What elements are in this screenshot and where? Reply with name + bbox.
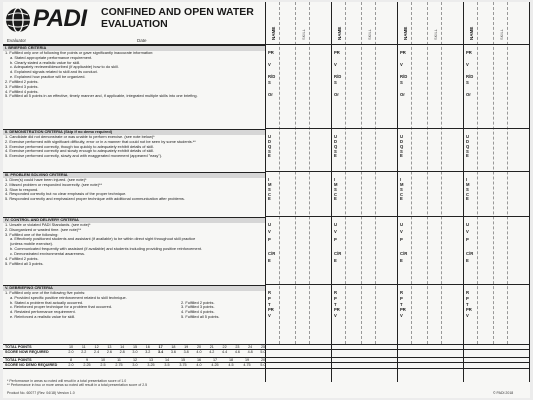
score-cell: 5.0: [260, 350, 266, 354]
score-code: V: [466, 62, 469, 68]
subcolumn-line: [477, 2, 478, 344]
score-code: S: [400, 186, 403, 192]
score-code: V: [400, 313, 403, 319]
criterion-row: 3. Exercise performed correctly, though too quickly to adequately exhibit details of skill.: [5, 144, 155, 149]
score-code: C/R: [334, 251, 342, 257]
score-cell: 4.0: [196, 363, 202, 367]
score-cell: 2.2: [81, 350, 87, 354]
score-cell: 2.25: [83, 363, 91, 367]
criterion-row: 1. Fulfilled only one of following five points or gave significantly inaccurate information:: [5, 50, 154, 55]
score-cell: 25: [260, 345, 266, 349]
score-code: S: [268, 148, 271, 154]
score-cell: 20: [260, 358, 266, 362]
criterion-row: b. Clearly stated a realistic value for skill.: [10, 60, 81, 65]
score-code: V: [400, 62, 403, 68]
score-cell: 2.0: [68, 350, 74, 354]
score-row: [3, 349, 530, 355]
student-column: [265, 2, 266, 382]
criterion-row: 1. Unsafe or violated PADI Standards. (see note)*: [5, 222, 91, 227]
criterion-row: 5. Exercise performed correctly, slowly and with exaggerated movement (appeared "easy").: [5, 154, 163, 159]
criterion-row: 1. Diver(s) could have been injured. (see note)*: [5, 177, 87, 182]
section-title: V. DEBRIEFING CRITERIA: [3, 286, 265, 291]
score-cell: 10: [68, 345, 74, 349]
score-code: C: [334, 191, 338, 197]
score-code: D: [400, 138, 404, 144]
criteria-list: [3, 44, 265, 383]
score-code: Or: [400, 92, 405, 98]
score-code: E: [400, 153, 403, 159]
score-code: PR: [268, 50, 274, 55]
score-code: Or: [334, 92, 339, 98]
criterion-row: 4. Exercise performed correctly and slowly enough to adequately exhibit details of skill.: [5, 149, 155, 154]
criterion-row: d. Restated performance requirement. 4. Fulfilled 4 points.: [10, 310, 215, 315]
skill-header: SKILL: [433, 29, 438, 40]
score-code: Or: [466, 92, 471, 98]
criterion-row: e. Explained how practice will be organized.: [10, 75, 86, 80]
score-code: S: [334, 148, 337, 154]
score-code: E: [466, 258, 469, 264]
score-code: S: [268, 186, 271, 192]
criterion-row: b. Stated a problem that actually occurred. 2. Fulfilled 2 points.: [10, 300, 215, 305]
skill-header: SKILL: [367, 29, 372, 40]
score-row-label: TOTAL POINTS: [5, 345, 32, 349]
score-cell: 8: [69, 358, 73, 362]
criterion-row: 4. Responded correctly but no clear emphasis of the proper technique.: [5, 192, 127, 197]
criterion-row: 3. Fulfilled 3 points.: [5, 84, 39, 89]
criterion-row: 3. Slow to respond.: [5, 187, 39, 192]
score-code: P: [400, 295, 403, 301]
criterion-row: 1. Fulfilled only one of the following five points:: [5, 290, 86, 295]
score-code: I: [334, 177, 336, 182]
score-code: R: [268, 290, 272, 295]
criterion-row: a. Effectively positioned students and assistant (if available) to be within direct sight throughout skill practice: [10, 237, 196, 242]
score-code: S: [466, 148, 469, 154]
score-code: V: [334, 229, 337, 235]
score-code: I: [268, 177, 270, 182]
score-code: C: [400, 191, 404, 197]
score-code: E: [400, 196, 403, 202]
score-cell: 3.2: [145, 350, 151, 354]
subcolumn-line: [361, 2, 362, 344]
score-code: Q: [466, 143, 470, 149]
score-code: E: [400, 258, 403, 264]
student-column: [463, 2, 464, 382]
subcolumn-line: [375, 2, 376, 344]
score-cell: 19: [184, 345, 189, 349]
score-code: I: [466, 177, 468, 182]
score-cell: 3.5: [164, 363, 170, 367]
score-code: V: [334, 62, 337, 68]
score-code: D: [334, 138, 338, 144]
score-cell: 11: [117, 358, 121, 362]
score-code: V: [466, 229, 469, 235]
score-code: PR: [466, 50, 472, 55]
score-code: P: [268, 236, 271, 242]
right-border: [529, 2, 530, 382]
evaluator-label: Evaluator: [7, 38, 27, 43]
score-cell: 12: [94, 345, 99, 349]
criterion-row: a. Stated appropriate performance requirement.: [10, 55, 93, 60]
score-code: Q: [400, 143, 404, 149]
score-code: E: [334, 196, 337, 202]
score-cell: 4.25: [211, 363, 219, 367]
score-code: PR: [334, 50, 340, 55]
score-code: PR: [400, 50, 406, 55]
grid-divider: [265, 284, 530, 285]
score-cell: 3.0: [132, 350, 138, 354]
section-i: [3, 45, 265, 99]
score-code: V: [466, 313, 469, 319]
score-row-label: SCORE NO DEMO REQUIRED: [5, 363, 58, 367]
score-code: P: [466, 236, 469, 242]
grid-divider: [265, 128, 530, 129]
score-code: C/R: [268, 251, 276, 257]
criterion-row: 5. Fulfilled all 3 points.: [5, 261, 44, 266]
score-code: M: [334, 181, 338, 187]
score-cell: 2.6: [106, 350, 112, 354]
criterion-row: 5. Fulfilled all 5 points in an effective, timely manner and, if applicable, integrated multiple skills into one briefing.: [5, 94, 198, 99]
subcolumn-line: [295, 2, 296, 344]
subcolumn-line: [493, 2, 494, 344]
score-code: T: [400, 301, 403, 307]
score-cell: 4.8: [247, 350, 253, 354]
score-code: R: [466, 290, 470, 295]
brand-name: PADI: [33, 5, 87, 32]
grid-divider: [265, 171, 530, 172]
criterion-row: b. Communicated frequently with assistant (if available) and students including providing positive reinforcement.: [10, 247, 203, 252]
score-code: S: [268, 80, 271, 86]
criterion-row: 2. Exercise performed with significant difficulty, error or in a manner that could not be seen by some students.**: [5, 139, 196, 144]
score-code: U: [268, 134, 272, 139]
score-cell: 4.2: [209, 350, 215, 354]
section-title: I. BRIEFING CRITERIA: [3, 46, 265, 51]
form-title: CONFINED AND OPEN WATER EVALUATION: [101, 6, 254, 30]
grid-divider: [265, 216, 530, 217]
score-cell: 3.8: [183, 350, 189, 354]
score-code: C: [268, 191, 272, 197]
padi-globe-logo-icon: [5, 7, 31, 33]
score-code: C/R: [466, 251, 474, 257]
score-code: T: [268, 301, 271, 307]
score-code: V: [268, 62, 271, 68]
score-code: P: [334, 295, 337, 301]
date-label: Date: [137, 38, 147, 43]
grid-divider: [265, 44, 530, 45]
score-cell: 3.75: [179, 363, 187, 367]
criterion-row: c. Adequately reviewed/described (if applicable) how to do skill.: [10, 65, 119, 70]
score-cell: 12: [132, 358, 138, 362]
score-code: S: [400, 148, 403, 154]
score-code: S: [334, 186, 337, 192]
score-cell: 3.25: [147, 363, 155, 367]
criterion-row: 2. Fulfilled 2 points.: [5, 79, 39, 84]
score-code: V: [268, 313, 271, 319]
score-code: P: [466, 295, 469, 301]
score-code: R/D: [268, 74, 276, 80]
subcolumn-line: [345, 2, 346, 344]
score-code: C/R: [400, 251, 408, 257]
section-title: II. DEMONSTRATION CRITERIA (Skip if no demo required): [3, 130, 265, 135]
evaluation-sheet: [3, 2, 530, 398]
score-code: E: [466, 153, 469, 159]
subcolumn-line: [427, 2, 428, 344]
score-cell: 18: [171, 345, 176, 349]
score-code: E: [334, 153, 337, 159]
score-code: P: [400, 236, 403, 242]
score-code: PR: [268, 307, 274, 313]
name-header: NAME: [403, 26, 408, 40]
name-header: NAME: [337, 26, 342, 40]
footnote-2: ** Performance in two or more areas so noted will result in a total presentation score of 2.5: [7, 383, 148, 387]
section-ii: [3, 129, 265, 159]
score-code: E: [334, 258, 337, 264]
score-code: D: [466, 138, 470, 144]
score-cell: 14: [164, 358, 170, 362]
criterion-row: d. Explained signals related to skill and its conduct.: [10, 70, 98, 75]
score-code: U: [466, 134, 470, 139]
score-code: I: [400, 177, 402, 182]
table-bottom-line: [3, 368, 530, 369]
score-cell: 2.75: [115, 363, 123, 367]
skill-header: SKILL: [301, 29, 306, 40]
criterion-row: e. Reinforced a realistic value for skill. 5. Fulfilled all 5 points.: [10, 315, 220, 320]
skill-header: SKILL: [499, 29, 504, 40]
score-cell: 13: [107, 345, 112, 349]
score-code: R/D: [400, 74, 408, 80]
score-cell: 4.6: [234, 350, 240, 354]
subcolumn-line: [411, 2, 412, 344]
score-code: Q: [268, 143, 272, 149]
score-code: U: [268, 222, 272, 227]
score-code: R/D: [334, 74, 342, 80]
subcolumn-line: [441, 2, 442, 344]
criterion-row: 2. Disorganized or wasted time. (see note)**: [5, 227, 82, 232]
score-code: E: [268, 153, 271, 159]
score-cell: 2.5: [100, 363, 106, 367]
score-code: U: [400, 134, 404, 139]
score-code: S: [400, 80, 403, 86]
score-cell: 3.0: [132, 363, 138, 367]
criterion-row: a. Provided specific positive reinforcement related to skill technique.: [10, 295, 127, 300]
score-cell: 2.8: [119, 350, 125, 354]
score-code: PR: [400, 307, 406, 313]
subcolumn-line: [507, 2, 508, 344]
criterion-row: c. Demonstrated environmental awareness.: [10, 251, 86, 256]
score-cell: 18: [228, 358, 234, 362]
score-row-label: SCORE NOW REQUIRED: [5, 350, 49, 354]
section-v: [3, 285, 265, 320]
score-cell: 20: [196, 345, 202, 349]
score-code: T: [334, 301, 337, 307]
score-code: D: [268, 138, 272, 144]
section-iv: [3, 217, 265, 266]
criterion-row: 4. Fulfilled 2 points.: [5, 256, 39, 261]
score-cell: 4.0: [196, 350, 202, 354]
name-header: NAME: [469, 26, 474, 40]
score-code: V: [334, 313, 337, 319]
score-cell: 3.4: [158, 350, 164, 354]
score-code: PR: [334, 307, 340, 313]
score-code: M: [400, 181, 404, 187]
score-row-label: TOTAL POINTS: [5, 358, 32, 362]
score-cell: 14: [120, 345, 125, 349]
score-code: S: [334, 80, 337, 86]
score-code: R: [400, 290, 404, 295]
score-code: M: [268, 181, 272, 187]
footnote-1: * Performance in areas so noted will result in a total presentation score of 1.0: [7, 379, 127, 383]
subcolumn-line: [309, 2, 310, 344]
score-code: S: [466, 186, 469, 192]
subcolumn-line: [279, 2, 280, 344]
score-cell: 19: [244, 358, 250, 362]
criterion-row: (unless mobile exercise).: [10, 242, 54, 247]
score-code: U: [466, 222, 470, 227]
product-number: Product No. 60077 (Rev. 04/18) Version 1.0: [7, 391, 75, 395]
copyright: © PADI 2018: [493, 391, 514, 395]
student-column: [397, 2, 398, 382]
score-cell: 17: [212, 358, 218, 362]
score-cell: 9: [85, 358, 89, 362]
score-cell: 5.0: [260, 363, 266, 367]
score-cell: 17: [158, 345, 163, 349]
score-cell: 16: [196, 358, 202, 362]
score-code: Or: [268, 92, 273, 98]
score-code: E: [268, 258, 271, 264]
score-code: PR: [466, 307, 472, 313]
score-code: E: [268, 196, 271, 202]
score-code: T: [466, 301, 469, 307]
score-cell: 2.0: [68, 363, 74, 367]
score-code: Q: [334, 143, 338, 149]
score-code: P: [268, 295, 271, 301]
score-code: R: [334, 290, 338, 295]
name-header: NAME: [271, 26, 276, 40]
criterion-row: 5. Responded correctly and emphasized proper technique with additional communication after problems.: [5, 197, 185, 202]
score-cell: 2.4: [94, 350, 100, 354]
criterion-row: 4. Fulfilled 4 points.: [5, 89, 39, 94]
score-cell: 3.6: [170, 350, 176, 354]
score-code: U: [334, 222, 338, 227]
score-code: P: [334, 236, 337, 242]
score-cell: 23: [235, 345, 240, 349]
section-title: IV. CONTROL AND DELIVERY CRITERIA: [3, 218, 265, 223]
score-code: U: [400, 222, 404, 227]
header: [3, 2, 265, 40]
criterion-row: c. Reinforced proper technique for a problem that occurred. 3. Fulfilled 3 points.: [10, 305, 215, 310]
score-code: U: [334, 134, 338, 139]
score-cell: 15: [132, 345, 138, 349]
score-cell: 4.5: [228, 363, 234, 367]
score-cell: 16: [145, 345, 150, 349]
criterion-row: 3. Fulfilled one of the following:: [5, 232, 59, 237]
score-code: C: [466, 191, 470, 197]
score-code: R/D: [466, 74, 474, 80]
score-cell: 4.75: [243, 363, 251, 367]
score-cell: 10: [100, 358, 106, 362]
criterion-row: 2. Missed problem or responded incorrectly. (see note)**: [5, 182, 103, 187]
score-code: E: [466, 196, 469, 202]
score-cell: 4.4: [222, 350, 228, 354]
score-cell: 15: [180, 358, 186, 362]
score-cell: 11: [81, 345, 86, 349]
student-column: [331, 2, 332, 382]
section-title: III. PROBLEM SOLVING CRITERIA: [3, 173, 265, 178]
score-cell: 22: [222, 345, 227, 349]
score-code: S: [466, 80, 469, 86]
score-cell: 24: [248, 345, 253, 349]
score-code: V: [400, 229, 403, 235]
section-iii: [3, 172, 265, 202]
score-code: V: [268, 229, 271, 235]
score-cell: 13: [148, 358, 154, 362]
criterion-row: 1. Candidate did not demonstrate or was unable to perform exercise. (see note below)*: [5, 134, 155, 139]
score-cell: 21: [209, 345, 214, 349]
score-code: M: [466, 181, 470, 187]
